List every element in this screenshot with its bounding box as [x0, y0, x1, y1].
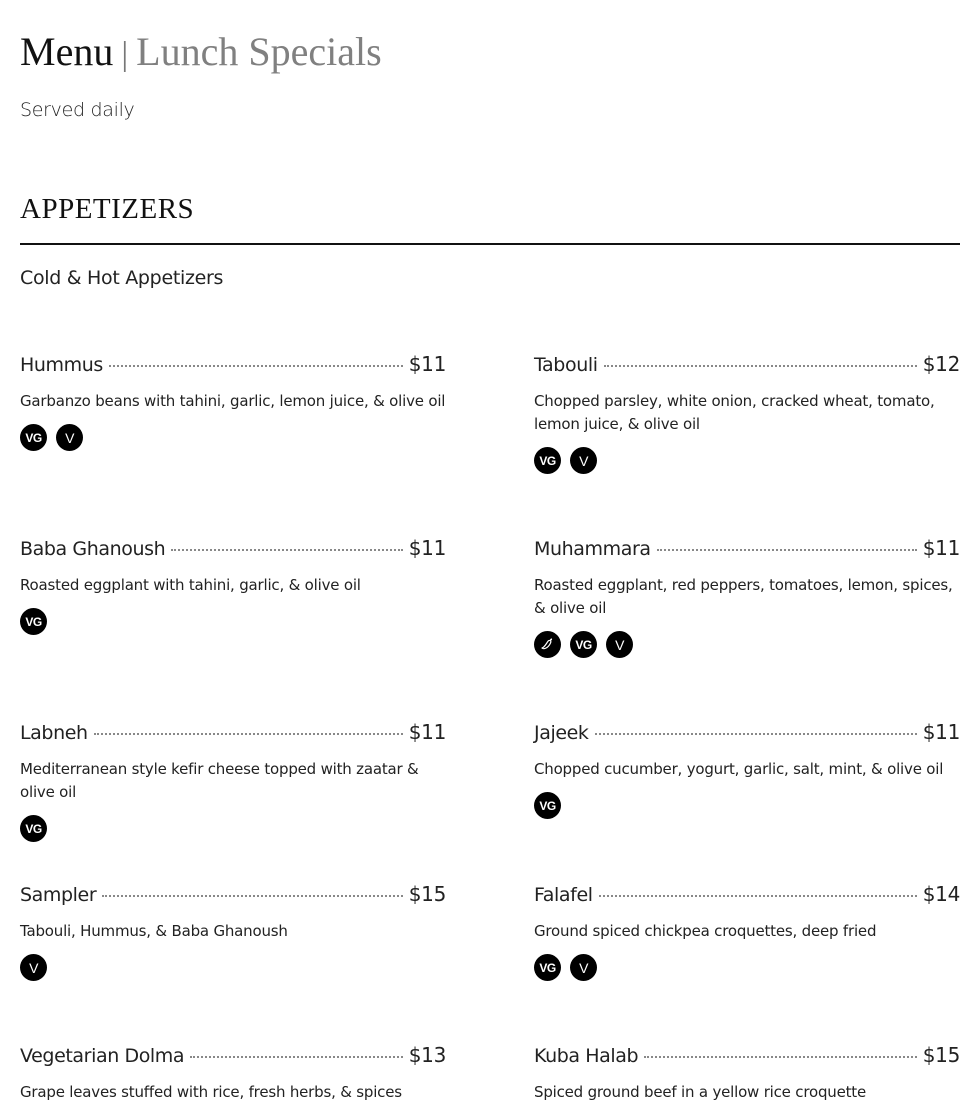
vegan-badge: V	[56, 424, 83, 451]
item-header	[534, 1043, 960, 1073]
item-name: Sampler	[20, 884, 97, 906]
item-price: $11	[922, 720, 960, 744]
vegetarian-badge: VG	[570, 631, 597, 658]
menu-item	[20, 1043, 446, 1104]
item-description: Roasted eggplant with tahini, garlic, & olive oil	[20, 576, 361, 594]
vegetarian-badge: VG	[534, 447, 561, 474]
item-name: Hummus	[20, 354, 103, 376]
title-separator: |	[121, 36, 129, 73]
item-price: $11	[922, 536, 960, 560]
dotted-leader	[94, 733, 403, 735]
menu-item	[20, 720, 446, 842]
item-name: Baba Ghanoush	[20, 538, 166, 560]
item-price: $13	[408, 1043, 446, 1067]
menu-title: Menu	[20, 29, 114, 74]
item-name: Vegetarian Dolma	[20, 1045, 185, 1067]
menu-item	[534, 352, 960, 474]
item-header	[20, 720, 446, 750]
item-header	[534, 720, 960, 750]
item-header	[534, 882, 960, 912]
item-name: Jajeek	[534, 722, 589, 744]
dotted-leader	[604, 365, 917, 367]
item-description: Spiced ground beef in a yellow rice croquette	[534, 1083, 866, 1101]
section-divider	[20, 243, 960, 245]
menu-item	[534, 536, 960, 658]
dotted-leader	[657, 549, 917, 551]
vegetarian-badge: VG	[20, 424, 47, 451]
item-price: $11	[408, 536, 446, 560]
menu-item	[534, 882, 960, 981]
item-header	[20, 882, 446, 912]
dietary-badges	[20, 424, 446, 451]
spicy-icon	[534, 631, 561, 658]
vegan-badge: V	[20, 954, 47, 981]
dietary-badges	[20, 954, 446, 981]
menu-subtitle: Lunch Specials	[136, 29, 382, 74]
dotted-leader	[595, 733, 917, 735]
menu-item	[534, 720, 960, 819]
item-name: Muhammara	[534, 538, 651, 560]
section-title: APPETIZERS	[20, 193, 195, 225]
menu-item	[20, 352, 446, 451]
dotted-leader	[190, 1056, 403, 1058]
item-description: Chopped cucumber, yogurt, garlic, salt, mint, & olive oil	[534, 760, 944, 778]
menu-item	[20, 882, 446, 981]
item-description: Garbanzo beans with tahini, garlic, lemon juice, & olive oil	[20, 392, 446, 410]
item-name: Tabouli	[534, 354, 598, 376]
item-description: Tabouli, Hummus, & Baba Ghanoush	[20, 922, 288, 940]
item-header	[534, 352, 960, 382]
item-description: Roasted eggplant, red peppers, tomatoes, lemon, spices, & olive oil	[534, 576, 953, 617]
dietary-badges	[534, 954, 960, 981]
served-note: Served daily	[20, 99, 135, 121]
item-description: Ground spiced chickpea croquettes, deep fried	[534, 922, 877, 940]
item-header	[20, 536, 446, 566]
dietary-badges	[20, 815, 446, 842]
vegetarian-badge: VG	[20, 815, 47, 842]
item-description: Chopped parsley, white onion, cracked wheat, tomato, lemon juice, & olive oil	[534, 392, 935, 433]
dietary-badges	[534, 447, 960, 474]
dietary-badges	[534, 631, 960, 658]
vegetarian-badge: VG	[534, 954, 561, 981]
menu-item	[534, 1043, 960, 1104]
dotted-leader	[109, 365, 403, 367]
section-subtitle: Cold & Hot Appetizers	[20, 267, 224, 289]
vegan-badge: V	[570, 447, 597, 474]
dietary-badges	[20, 608, 446, 635]
item-name: Labneh	[20, 722, 88, 744]
item-header	[20, 352, 446, 382]
item-price: $15	[408, 882, 446, 906]
menu-item	[20, 536, 446, 635]
dotted-leader	[102, 895, 402, 897]
dietary-badges	[534, 792, 960, 819]
vegan-badge: V	[570, 954, 597, 981]
item-header	[534, 536, 960, 566]
dotted-leader	[599, 895, 917, 897]
item-price: $12	[922, 352, 960, 376]
item-name: Kuba Halab	[534, 1045, 639, 1067]
item-price: $11	[408, 720, 446, 744]
item-price: $11	[408, 352, 446, 376]
item-header	[20, 1043, 446, 1073]
dotted-leader	[644, 1056, 917, 1058]
item-description: Mediterranean style kefir cheese topped with zaatar & olive oil	[20, 760, 419, 801]
vegan-badge: V	[606, 631, 633, 658]
page-title	[20, 28, 382, 79]
vegetarian-badge: VG	[534, 792, 561, 819]
item-price: $15	[922, 1043, 960, 1067]
vegetarian-badge: VG	[20, 608, 47, 635]
dotted-leader	[171, 549, 402, 551]
item-price: $14	[922, 882, 960, 906]
item-description: Grape leaves stuffed with rice, fresh herbs, & spices	[20, 1083, 402, 1101]
item-name: Falafel	[534, 884, 593, 906]
